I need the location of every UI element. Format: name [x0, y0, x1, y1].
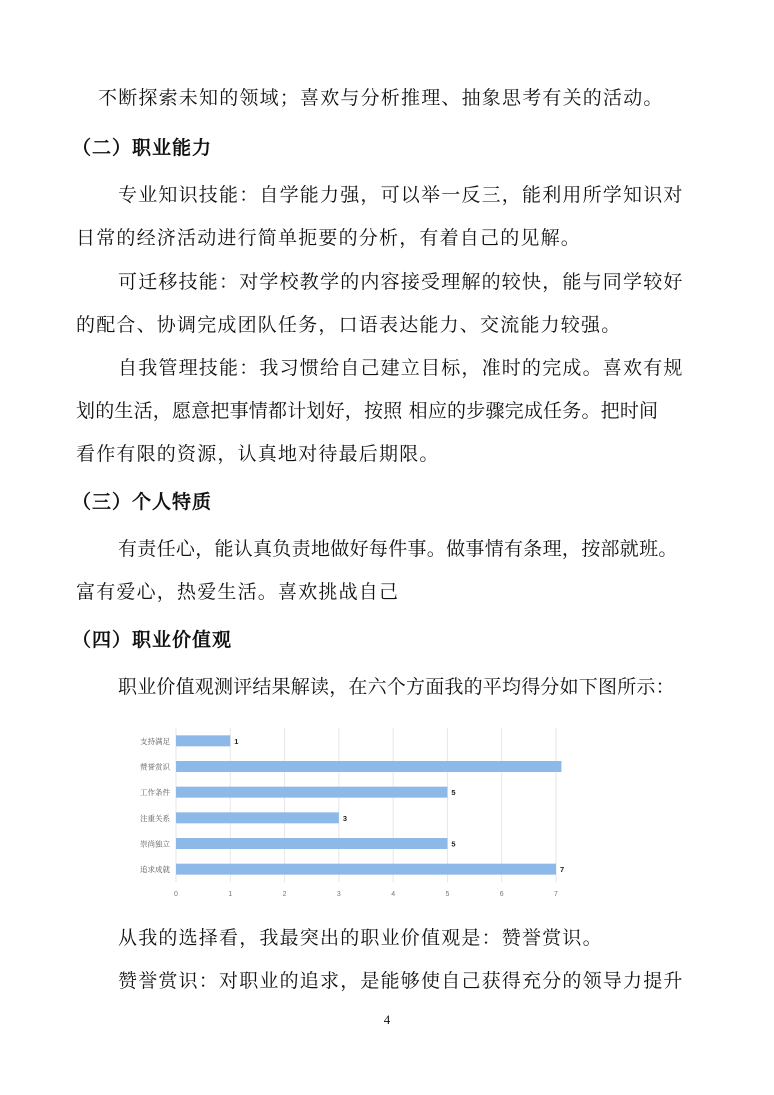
bar [176, 761, 561, 772]
y-category-label: 工作条件 [140, 788, 170, 798]
y-category-label: 崇尚独立 [140, 839, 170, 849]
paragraph-line: 专业知识技能：自学能力强，可以举一反三，能利用所学知识对 [118, 184, 684, 206]
bar [176, 864, 556, 875]
bar [176, 838, 447, 849]
paragraph-line: 划的生活，愿意把事情都计划好，按照 相应的步骤完成任务。把时间 [76, 400, 659, 422]
data-label: 7 [560, 865, 565, 875]
data-label: 1 [234, 736, 239, 746]
paragraph-line: 不断探索未知的领域；喜欢与分析推理、抽象思考有关的活动。 [98, 87, 664, 109]
paragraph-line: 赞誉赏识：对职业的追求，是能够使自己获得充分的领导力提升 [118, 970, 684, 992]
paragraph-line: 从我的选择看，我最突出的职业价值观是：赞誉赏识。 [118, 927, 603, 949]
paragraph-line: 自我管理技能：我习惯给自己建立目标，准时的完成。喜欢有规 [118, 357, 684, 379]
section-heading-values: （四）职业价值观 [72, 629, 233, 651]
data-label: 5 [451, 839, 456, 849]
x-tick-label: 3 [336, 891, 341, 898]
paragraph-line: 可迁移技能：对学校教学的内容接受理解的较快，能与同学较好 [118, 271, 684, 293]
page-number: 4 [383, 1012, 391, 1027]
section-heading-traits: （三）个人特质 [72, 491, 213, 513]
x-tick-label: 7 [554, 891, 558, 898]
paragraph-line: 日常的经济活动进行简单扼要的分析，有着自己的见解。 [76, 227, 582, 249]
bar [176, 787, 447, 798]
x-tick-label: 1 [228, 891, 233, 898]
paragraph-line: 富有爱心，热爱生活。喜欢挑战自己 [76, 581, 400, 603]
x-tick-label: 0 [174, 891, 178, 898]
data-label: 3 [342, 813, 348, 823]
values-bar-chart [120, 722, 580, 907]
y-category-label: 支持满足 [140, 736, 170, 746]
bar [176, 735, 230, 746]
y-category-label: 注重关系 [140, 813, 170, 823]
bar [176, 812, 339, 823]
paragraph-line: 看作有限的资源，认真地对待最后期限。 [76, 443, 440, 465]
x-tick-label: 4 [391, 891, 396, 898]
data-label: 5 [451, 788, 456, 798]
paragraph-line: 的配合、协调完成团队任务，口语表达能力、交流能力较强。 [76, 314, 622, 336]
paragraph-line: 职业价值观测评结果解读，在六个方面我的平均得分如下图所示： [118, 676, 675, 698]
x-tick-label: 6 [499, 891, 504, 898]
x-tick-label: 5 [445, 891, 450, 898]
section-heading-abilities: （二）职业能力 [72, 137, 213, 159]
x-tick-label: 2 [282, 891, 287, 898]
paragraph-line: 有责任心，能认真负责地做好每件事。做事情有条理，按部就班。 [118, 538, 678, 560]
y-category-label: 追求成就 [140, 865, 170, 875]
y-category-label: 赞誉赏识 [140, 762, 170, 772]
